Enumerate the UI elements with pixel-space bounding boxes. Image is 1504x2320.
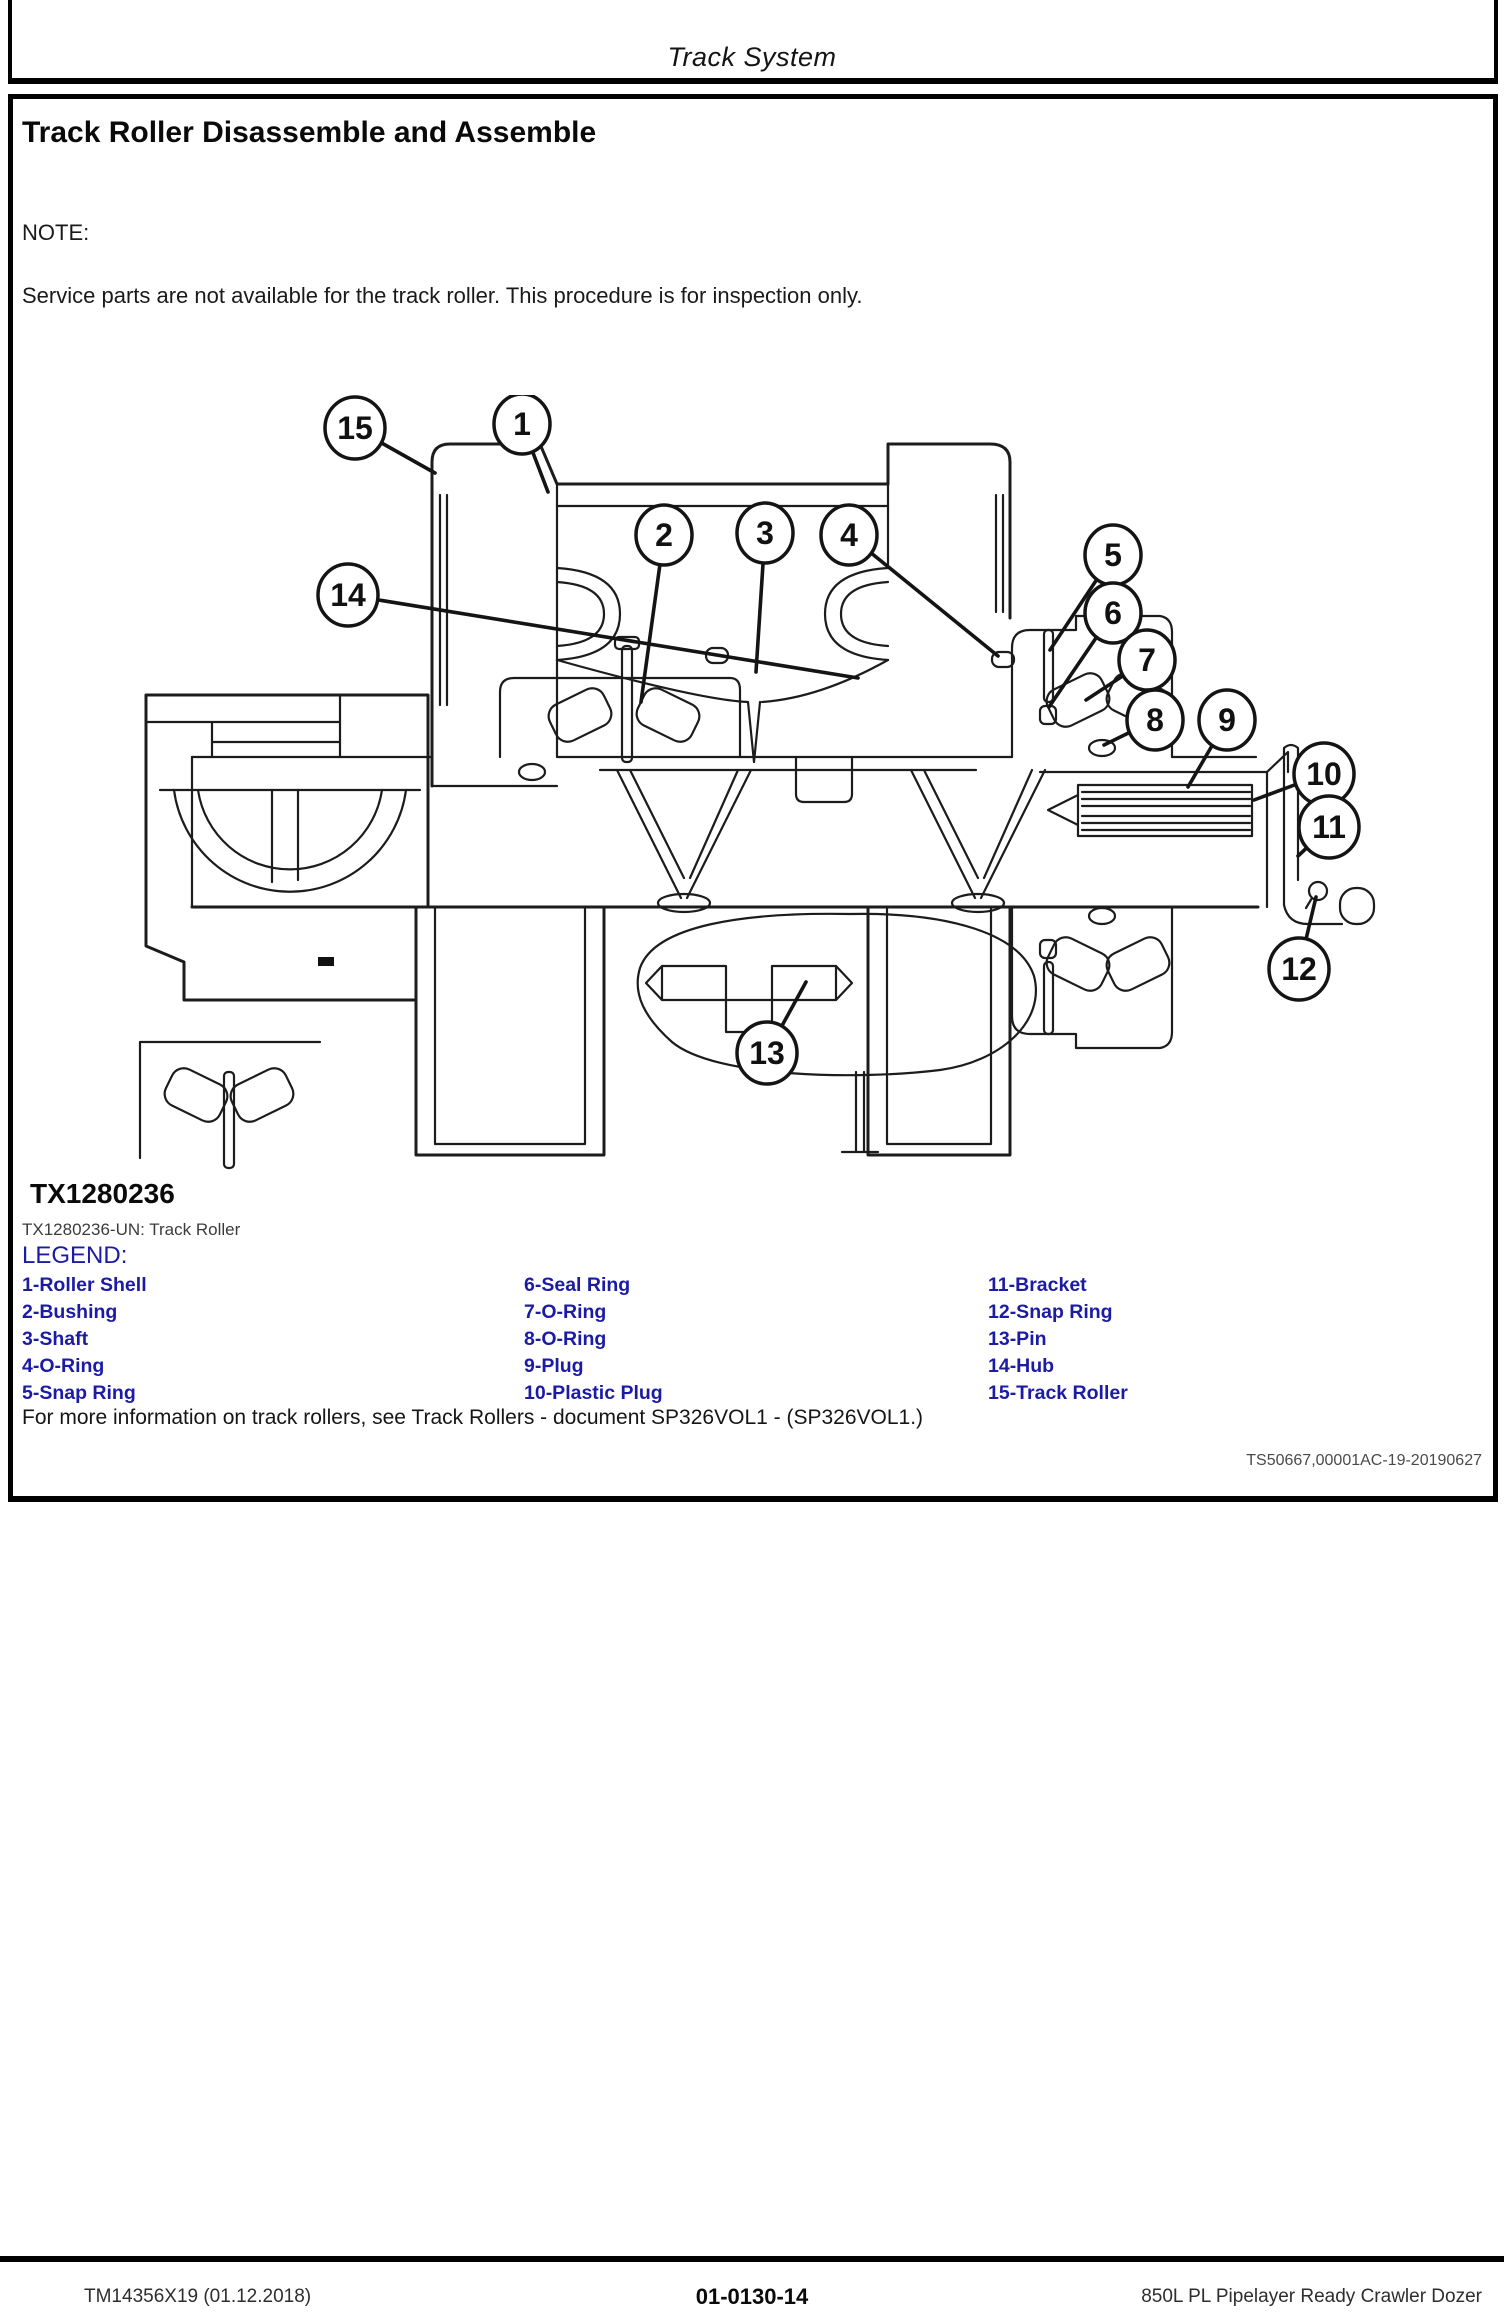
running-title: Track System	[667, 42, 837, 72]
callout-9	[1199, 690, 1255, 750]
callout-3	[737, 503, 793, 563]
page-title: Track Roller Disassemble and Assemble	[22, 116, 597, 149]
shell-outline	[432, 444, 1010, 786]
svg-text:13: 13	[749, 1035, 785, 1071]
callout-12	[1269, 938, 1329, 1000]
bearing-roller	[226, 1064, 297, 1126]
svg-text:1: 1	[513, 406, 531, 442]
legend-item: 12-Snap Ring	[988, 1301, 1113, 1323]
callout-1	[494, 395, 550, 454]
legend-item: 9-Plug	[524, 1355, 584, 1377]
callout-5	[1085, 525, 1141, 585]
note-text: Service parts are not available for the track roller. This procedure is for inspection only.	[22, 283, 863, 308]
pin	[646, 966, 726, 1000]
legend-item: 13-Pin	[988, 1328, 1047, 1350]
left-tread-slab	[416, 907, 604, 1155]
svg-text:15: 15	[337, 410, 373, 446]
legend-item: 6-Seal Ring	[524, 1274, 631, 1296]
callout-15	[325, 397, 385, 459]
bearing-roller	[1102, 933, 1173, 995]
footer-rule	[0, 2256, 1504, 2262]
callout-4	[821, 505, 877, 565]
footer-page-number: 01-0130-14	[695, 2284, 809, 2309]
right-tread-slab	[868, 907, 1010, 1155]
svg-text:11: 11	[1312, 809, 1346, 845]
left-seal-oval	[519, 764, 545, 780]
legend-item: 15-Track Roller	[988, 1382, 1128, 1404]
legend-item: 14-Hub	[988, 1355, 1055, 1377]
svg-text:4: 4	[840, 517, 858, 553]
legend-column-1	[22, 1272, 147, 1407]
legend-heading: LEGEND:	[22, 1242, 128, 1269]
legend-column-3	[988, 1272, 1128, 1407]
hub-bore-arc	[174, 790, 406, 892]
svg-text:14: 14	[330, 577, 366, 613]
svg-text:3: 3	[756, 515, 774, 551]
track-roller-cross-section-diagram	[0, 395, 1504, 1185]
legend-item: 11-Bracket	[988, 1274, 1087, 1296]
svg-text:6: 6	[1104, 595, 1122, 631]
svg-text:12: 12	[1281, 951, 1317, 987]
figure-caption: TX1280236-UN: Track Roller	[22, 1220, 241, 1239]
footer-manual-number: TM14356X19 (01.12.2018)	[84, 2286, 312, 2307]
legend-column-2	[524, 1272, 663, 1407]
left-snap-pin	[622, 646, 632, 762]
callout-13	[737, 1022, 797, 1084]
bushing-left-cone	[617, 770, 751, 898]
svg-text:10: 10	[1306, 756, 1342, 792]
bearing-roller	[160, 1064, 231, 1126]
hub-outline	[146, 695, 428, 1000]
callout-2	[636, 505, 692, 565]
bushing-right-cone	[911, 770, 1045, 898]
legend-item: 7-O-Ring	[524, 1301, 607, 1323]
callout-8	[1127, 690, 1183, 750]
document-code: TS50667,00001AC-19-20190627	[1246, 1452, 1482, 1469]
legend-item: 5-Snap Ring	[22, 1382, 136, 1404]
callout-11	[1299, 796, 1359, 858]
figure-id: TX1280236	[30, 1178, 175, 1209]
callout-14	[318, 564, 378, 626]
svg-text:5: 5	[1104, 537, 1122, 573]
more-info-text: For more information on track rollers, see Track Rollers - document SP326VOL1 - (SP326VOL1.)	[22, 1406, 924, 1429]
callout-7	[1119, 630, 1175, 690]
hub-key-mark	[318, 957, 334, 966]
legend-item: 8-O-Ring	[524, 1328, 607, 1350]
plug-9-nose	[1048, 795, 1078, 825]
footer-model-name: 850L PL Pipelayer Ready Crawler Dozer	[1141, 2286, 1482, 2307]
svg-text:8: 8	[1146, 702, 1164, 738]
legend-item: 2-Bushing	[22, 1301, 118, 1323]
svg-text:2: 2	[655, 517, 673, 553]
legend-item: 4-O-Ring	[22, 1355, 105, 1377]
legend-item: 10-Plastic Plug	[524, 1382, 663, 1404]
svg-text:9: 9	[1218, 702, 1236, 738]
bracket-foot	[1340, 888, 1374, 924]
bearing-roller	[544, 684, 615, 746]
note-label: NOTE:	[22, 220, 90, 245]
svg-text:7: 7	[1138, 642, 1156, 678]
legend-item: 1-Roller Shell	[22, 1274, 147, 1296]
legend-item: 3-Shaft	[22, 1328, 89, 1350]
